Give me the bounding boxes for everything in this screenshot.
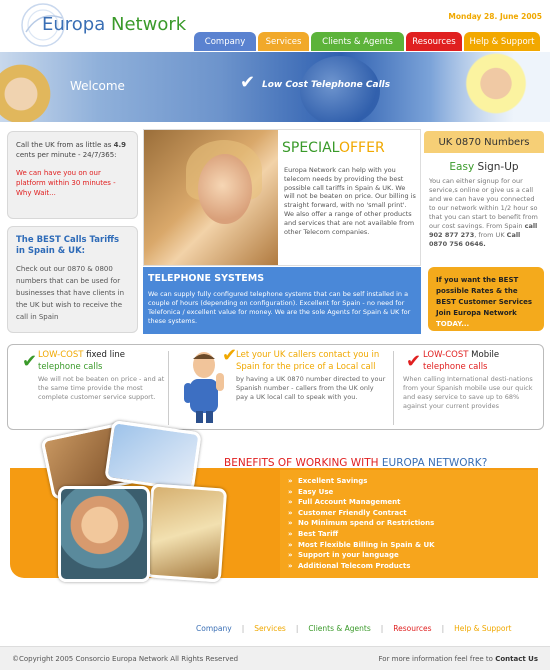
check-icon: ✔ (22, 351, 38, 372)
call-rate-box (7, 131, 138, 219)
nav-tab-company[interactable]: Company (194, 32, 256, 51)
photo-collage-2 (104, 420, 201, 492)
photo-face-shape (198, 154, 252, 224)
benefit-item: » Additional Telecom Products (288, 561, 435, 572)
call-label-uk: Call (506, 231, 521, 239)
photo-collage-3 (145, 483, 227, 582)
join-today-box[interactable] (428, 267, 544, 331)
footer-separator: | (380, 624, 384, 633)
special-title-2: OFFER (338, 140, 385, 156)
benefit-item: » Easy Use (288, 487, 435, 498)
join-today: TODAY... (436, 320, 470, 328)
contact-prompt: For more information feel free to (378, 655, 493, 663)
feature-fixed-line (38, 349, 168, 427)
easy-signup-panel (424, 153, 544, 263)
uk-phone-number: 0870 756 0646. (429, 240, 486, 248)
check-icon: ✔ (222, 345, 238, 366)
f1-title-b: fixed line (86, 350, 125, 360)
feature-mobile-title[interactable] (403, 349, 543, 373)
footer-separator: | (441, 624, 445, 633)
best-tariffs-title[interactable]: The BEST Calls Tariffs in Spain & UK: (16, 235, 120, 256)
special-offer-title (282, 140, 385, 156)
special-title-1: SPECIAL (282, 140, 339, 156)
telephone-systems-text: We can supply fully configured telephone systems that can be self installed in a couple of hours (depending on configuration). Excellent for Spain - no need for Telefonica / excellent value for money. We are the sole Agents for Spain & UK for these systems. (148, 290, 411, 325)
benefit-item: » No Minimum spend or Restrictions (288, 518, 435, 529)
footer-separator: | (241, 624, 245, 633)
footer-link-services[interactable]: Services (254, 624, 286, 633)
join-text: If you want the BEST possible Rates & the BEST Customer Services Join Europa Network (436, 276, 533, 317)
best-tariffs-text: Check out our 0870 & 0800 numbers that can be used for businesses that have clients in the UK but wish to receive the call in Spain (16, 265, 125, 321)
divider (168, 351, 169, 425)
nav-tab-help-support[interactable]: Help & Support (464, 32, 540, 51)
footer-bar (0, 646, 550, 670)
platform-promo[interactable]: We can have you on our platform within 30 minutes - Why Wait... (16, 169, 116, 197)
benefit-item: » Full Account Management (288, 497, 435, 508)
special-offer-panel (143, 129, 421, 266)
feature-uk-callers-title[interactable]: Let your UK callers contact you in Spain for the price of a Local call (236, 350, 380, 372)
photo-man-on-phone (58, 486, 150, 582)
footer-link-company[interactable]: Company (196, 624, 232, 633)
f1-title-c: telephone calls (38, 362, 103, 372)
banner-photo-right (430, 52, 550, 122)
signup-text-2: , from UK (474, 231, 505, 239)
contact-us-link[interactable]: Contact Us (495, 655, 538, 663)
contact-text (379, 655, 538, 663)
spain-phone-number: 902 877 273 (429, 231, 475, 239)
banner-welcome: Welcome (70, 79, 125, 93)
footer-separator: | (295, 624, 299, 633)
benefits-title-2: EUROPA NETWORK? (381, 457, 488, 469)
footer-link-clients-agents[interactable]: Clients & Agents (308, 624, 371, 633)
feature-mobile (403, 349, 543, 427)
f1-title-a: LOW-COST (38, 350, 84, 360)
nav-tab-resources[interactable]: Resources (406, 32, 462, 51)
footer-link-help-support[interactable]: Help & Support (454, 624, 512, 633)
rate-line-1: Call the UK from as little as (16, 141, 112, 149)
signup-word-2: Sign-Up (477, 161, 519, 173)
rate-line-2: cents per minute - 24/7/365: (16, 151, 117, 159)
rate-text (16, 140, 129, 160)
signup-word-1: Easy (449, 161, 475, 173)
hero-banner (0, 52, 550, 122)
benefits-title (224, 457, 487, 469)
banner-photo-left (0, 52, 70, 122)
feature-fixed-line-text: We will not be beaten on price - and at the same time provide the most complete customer service support. (38, 375, 165, 401)
telephone-systems-title[interactable]: TELEPHONE SYSTEMS (148, 273, 265, 284)
feature-fixed-line-title[interactable] (38, 349, 168, 373)
telephone-systems-panel (143, 267, 421, 334)
header (0, 0, 550, 52)
benefit-item: » Customer Friendly Contract (288, 508, 435, 519)
logo[interactable] (42, 14, 186, 35)
main-nav (194, 32, 540, 52)
woman-phone-photo (144, 130, 278, 265)
features-strip (7, 344, 544, 430)
benefit-item: » Best Tariff (288, 529, 435, 540)
copyright-text: ©Copyright 2005 Consorcio Europa Network All Rights Reserved (12, 655, 239, 663)
call-label-spain: call (524, 222, 538, 230)
logo-word-1: Europa (42, 14, 106, 35)
nav-tab-services[interactable]: Services (258, 32, 309, 51)
benefit-item: » Support in your language (288, 550, 435, 561)
footer-nav (196, 624, 546, 633)
footer-link-resources[interactable]: Resources (393, 624, 432, 633)
f3-title-b: Mobile (471, 350, 500, 360)
signup-text (429, 177, 539, 249)
feature-mobile-text: When calling International desti-nations from your Spanish mobile use our quick and easy service to save up to 68% against your current provides (403, 375, 533, 410)
banner-tagline: Low Cost Telephone Calls (262, 80, 391, 90)
rate-price: 4.9 (113, 141, 127, 149)
benefits-title-1: BENEFITS OF WORKING WITH (224, 457, 379, 469)
best-tariffs-box (7, 226, 138, 333)
check-icon: ✔ (240, 72, 256, 93)
divider (393, 351, 394, 425)
benefits-list (288, 476, 435, 571)
signup-text-1: You can either signup for our service,s online or give us a call and we can have you connected to our network within 1/2 hour so that you can start to benefit from our cost savings. From Spain (429, 177, 538, 230)
current-date: Monday 28. June 2005 (448, 12, 542, 21)
check-icon: ✔ (406, 351, 422, 372)
benefit-item: » Excellent Savings (288, 476, 435, 487)
benefit-item: » Most Flexible Billing in Spain & UK (288, 540, 435, 551)
feature-uk-callers-text: by having a UK 0870 number directed to your Spanish number - callers from the UK only pay a UK local call to speak with you. (236, 375, 386, 401)
special-offer-text: Europa Network can help with you telecom needs by providing the best possible call tariffs in Spain & UK. We will not be beaten on price. Our billing is straight forward, with no 'small print'. We also offer a range of other products and services that are not available from other Telecom companies. (284, 166, 416, 236)
nav-tab-clients-agents[interactable]: Clients & Agents (311, 32, 404, 51)
uk-numbers-header[interactable]: UK 0870 Numbers (424, 131, 544, 153)
f3-title-c: telephone calls (423, 362, 488, 372)
f3-title-a: LOW-COST (423, 350, 469, 360)
logo-word-2: Network (111, 14, 187, 35)
easy-signup-title[interactable] (429, 161, 539, 173)
feature-uk-callers (236, 349, 386, 427)
